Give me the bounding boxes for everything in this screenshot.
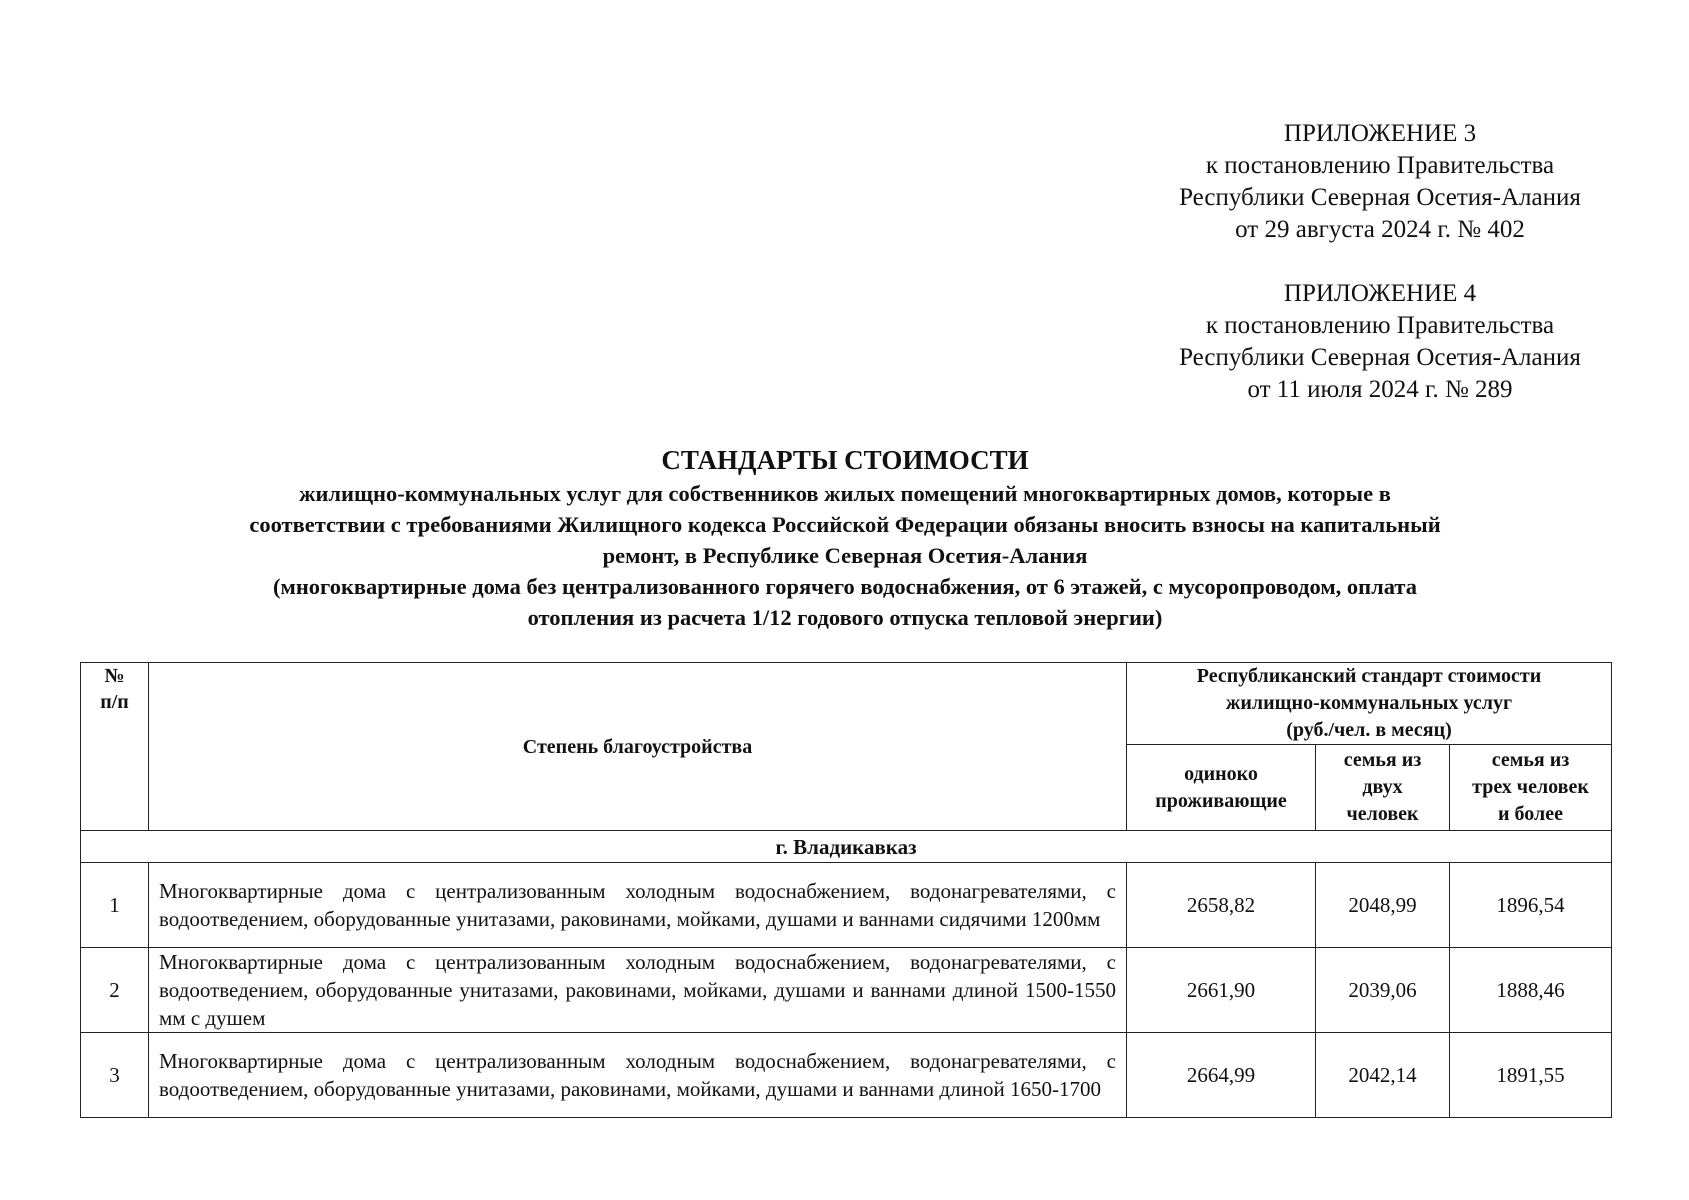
header-three-line: семья из (1491, 749, 1570, 771)
appendix-title: ПРИЛОЖЕНИЕ 4 (1283, 280, 1477, 307)
header-republican-standard (1127, 663, 1612, 745)
document-subtitle-line: жилищно-коммунальных услуг для собственников жилых помещений многоквартирных домов, которые в (299, 481, 1391, 506)
header-three-person (1450, 745, 1612, 831)
appendix-3-block (1150, 118, 1610, 246)
appendix-line: от 29 августа 2024 г. № 402 (1235, 216, 1525, 243)
appendix-4-block (1150, 278, 1610, 406)
header-republican-line: жилищно-коммунальных услуг (1225, 692, 1513, 714)
appendix-line: Республики Северная Осетия-Алания (1179, 184, 1581, 211)
table-row (81, 948, 1612, 1033)
appendix-line: Республики Северная Осетия-Алания (1179, 344, 1581, 371)
document-title-block (80, 443, 1610, 633)
row-index: 3 (81, 1033, 149, 1118)
header-number-line: п/п (100, 691, 129, 713)
header-republican-line: (руб./чел. в месяц) (1286, 719, 1452, 741)
appendix-title: ПРИЛОЖЕНИЕ 3 (1283, 120, 1477, 147)
header-number (81, 663, 149, 831)
header-amenity: Степень благоустройства (149, 663, 1127, 831)
row-three-person-value: 1888,46 (1450, 948, 1612, 1033)
row-single-value: 2664,99 (1127, 1033, 1316, 1118)
header-three-line: и более (1498, 803, 1563, 825)
header-number-line: № (104, 665, 125, 687)
document-subtitle-line: ремонт, в Республике Северная Осетия-Алания (602, 543, 1088, 568)
header-two-line: двух (1362, 776, 1403, 798)
appendix-line: к постановлению Правительства (1205, 152, 1555, 179)
row-two-person-value: 2039,06 (1316, 948, 1450, 1033)
cost-standards-table (80, 662, 1612, 1118)
table-row (81, 1033, 1612, 1118)
row-single-value: 2661,90 (1127, 948, 1316, 1033)
header-single-line: проживающие (1155, 789, 1287, 812)
document-subtitle-line: отопления из расчета 1/12 годового отпуска тепловой энергии) (527, 605, 1163, 630)
row-three-person-value: 1891,55 (1450, 1033, 1612, 1118)
header-single-line: одиноко (1184, 762, 1258, 785)
header-two-line: человек (1346, 803, 1419, 825)
header-two-line: семья из (1343, 749, 1422, 771)
document-subtitle-line: (многоквартирные дома без централизованного горячего водоснабжения, от 6 этажей, с мусоропроводом, оплата (273, 574, 1417, 599)
header-two-person (1316, 745, 1450, 831)
document-subtitle-line: соответствии с требованиями Жилищного кодекса Российской Федерации обязаны вносить взносы на капитальный (249, 512, 1441, 537)
city-name: г. Владикавказ (81, 831, 1612, 863)
city-row (81, 831, 1612, 863)
row-index: 1 (81, 863, 149, 948)
row-two-person-value: 2042,14 (1316, 1033, 1450, 1118)
row-three-person-value: 1896,54 (1450, 863, 1612, 948)
appendix-line: от 11 июля 2024 г. № 289 (1247, 376, 1513, 403)
header-three-line: трех человек (1472, 776, 1589, 798)
row-index: 2 (81, 948, 149, 1033)
header-single (1127, 745, 1316, 831)
table-row (81, 863, 1612, 948)
row-description: Многоквартирные дома с централизованным холодным водоснабжением, водонагревателями, с водоотведением, оборудованные унитазами, раковинами, мойками, душами и ваннами сидячими 1200мм (149, 863, 1127, 948)
row-two-person-value: 2048,99 (1316, 863, 1450, 948)
row-description: Многоквартирные дома с централизованным холодным водоснабжением, водонагревателями, с водоотведением, оборудованные унитазами, раковинами, мойками, душами и ваннами длиной 1650-1700 (149, 1033, 1127, 1118)
row-description: Многоквартирные дома с централизованным холодным водоснабжением, водонагревателями, с водоотведением, оборудованные унитазами, раковинами, мойками, душами и ваннами длиной 1500-1550 мм с душем (149, 948, 1127, 1033)
document-title: СТАНДАРТЫ СТОИМОСТИ (661, 445, 1029, 475)
appendix-line: к постановлению Правительства (1205, 312, 1555, 339)
row-single-value: 2658,82 (1127, 863, 1316, 948)
header-republican-line: Республиканский стандарт стоимости (1196, 665, 1542, 687)
